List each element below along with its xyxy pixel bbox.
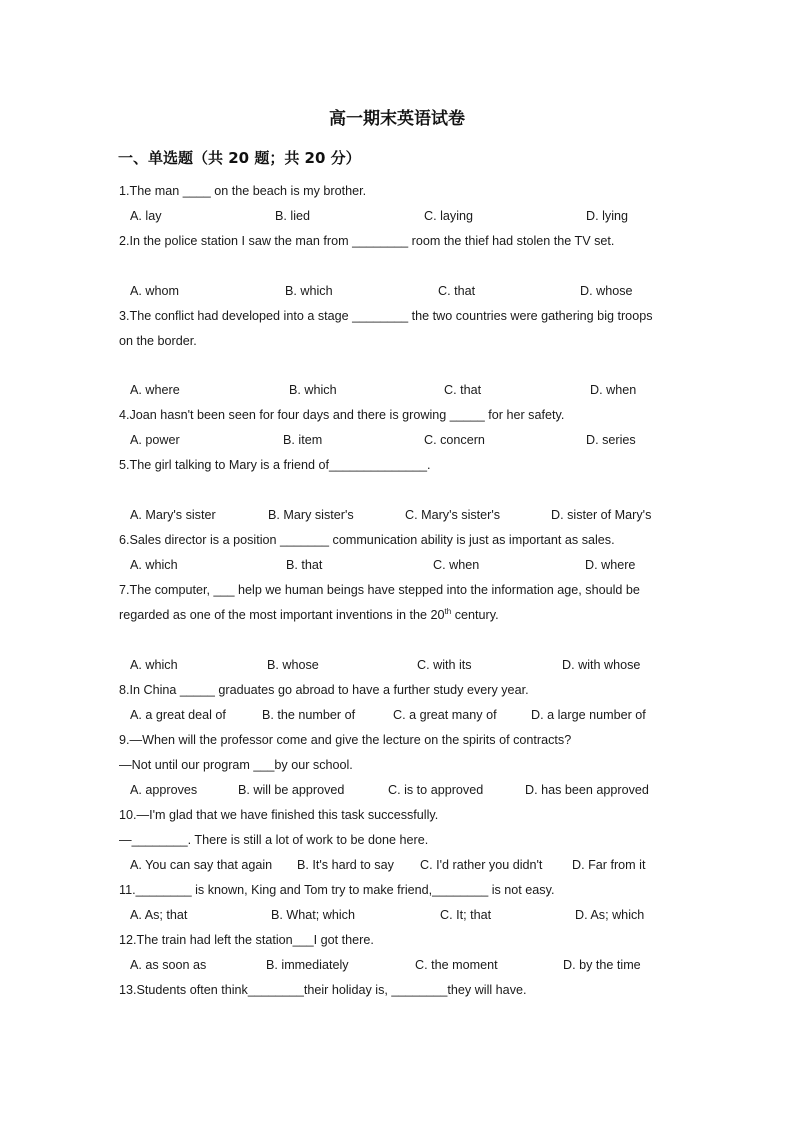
q10-option-b: B. It's hard to say [297, 858, 394, 872]
q4-option-d: D. series [586, 433, 636, 447]
q7-cont-tail: century. [451, 608, 499, 622]
q11-option-d: D. As; which [575, 908, 645, 922]
q8-option-b: B. the number of [262, 708, 356, 722]
question-9-stem: 9.—When will the professor come and give the lecture on the spirits of contracts? [119, 733, 572, 747]
q7-superscript: th [444, 606, 452, 616]
q3-option-b: B. which [289, 383, 337, 397]
q12-option-b: B. immediately [266, 958, 349, 972]
q6-option-a: A. which [130, 558, 178, 572]
q2-option-a: A. whom [130, 284, 179, 298]
question-6-stem: 6.Sales director is a position _______ communication ability is just as important as sales. [119, 533, 615, 547]
q7-cont-text: regarded as one of the most important inventions in the 20 [119, 608, 445, 622]
q1-option-c: C. laying [424, 209, 473, 223]
q6-option-d: D. where [585, 558, 636, 572]
q4-option-b: B. item [283, 433, 323, 447]
q3-option-d: D. when [590, 383, 637, 397]
question-9-stem-cont: —Not until our program ___by our school. [119, 758, 353, 772]
q5-option-b: B. Mary sister's [268, 508, 354, 522]
q1-option-a: A. lay [130, 209, 162, 223]
question-13-stem: 13.Students often think________their holiday is, ________they will have. [119, 983, 527, 997]
question-1-stem: 1.The man ____ on the beach is my brother. [119, 184, 367, 198]
q11-option-c: C. It; that [440, 908, 492, 922]
q5-option-a: A. Mary's sister [130, 508, 216, 522]
q11-option-a: A. As; that [130, 908, 188, 922]
q12-option-c: C. the moment [415, 958, 498, 972]
q2-option-b: B. which [285, 284, 333, 298]
q9-option-d: D. has been approved [525, 783, 649, 797]
q8-option-d: D. a large number of [531, 708, 646, 722]
q7-option-a: A. which [130, 658, 178, 672]
question-3-stem-cont: on the border. [119, 334, 197, 348]
q12-option-a: A. as soon as [130, 958, 207, 972]
q12-option-d: D. by the time [563, 958, 641, 972]
q9-option-a: A. approves [130, 783, 198, 797]
q5-option-c: C. Mary's sister's [405, 508, 501, 522]
q10-option-d: D. Far from it [572, 858, 646, 872]
page-title: 高一期末英语试卷 [329, 109, 465, 129]
question-3-stem: 3.The conflict had developed into a stage ________ the two countries were gathering big troops [119, 309, 653, 323]
q2-option-c: C. that [438, 284, 476, 298]
q8-option-a: A. a great deal of [130, 708, 226, 722]
q7-option-c: C. with its [417, 658, 472, 672]
q11-option-b: B. What; which [271, 908, 355, 922]
q3-option-a: A. where [130, 383, 180, 397]
question-7-stem: 7.The computer, ___ help we human beings have stepped into the information age, should be [119, 583, 640, 597]
q7-option-b: B. whose [267, 658, 319, 672]
question-2-stem: 2.In the police station I saw the man from ________ room the thief had stolen the TV set. [119, 234, 615, 248]
q9-option-b: B. will be approved [238, 783, 345, 797]
q8-option-c: C. a great many of [393, 708, 497, 722]
q10-option-a: A. You can say that again [130, 858, 273, 872]
q10-option-c: C. I'd rather you didn't [420, 858, 543, 872]
q2-option-d: D. whose [580, 284, 633, 298]
question-7-stem-cont [119, 606, 499, 624]
q1-option-d: D. lying [586, 209, 628, 223]
question-4-stem: 4.Joan hasn't been seen for four days and there is growing _____ for her safety. [119, 408, 565, 422]
question-10-stem-cont: —________. There is still a lot of work to be done here. [119, 833, 429, 847]
q7-option-d: D. with whose [562, 658, 641, 672]
q6-option-c: C. when [433, 558, 480, 572]
question-12-stem: 12.The train had left the station___I got there. [119, 933, 374, 947]
section-heading: 一、单选题（共 20 题；共 20 分） [118, 149, 361, 167]
q9-option-c: C. is to approved [388, 783, 484, 797]
q1-option-b: B. lied [275, 209, 311, 223]
question-11-stem: 11.________ is known, King and Tom try to make friend,________ is not easy. [119, 883, 555, 897]
question-10-stem: 10.—I'm glad that we have finished this task successfully. [119, 808, 439, 822]
question-8-stem: 8.In China _____ graduates go abroad to have a further study every year. [119, 683, 529, 697]
q4-option-c: C. concern [424, 433, 485, 447]
q5-option-d: D. sister of Mary's [551, 508, 652, 522]
q6-option-b: B. that [286, 558, 323, 572]
q4-option-a: A. power [130, 433, 180, 447]
question-5-stem: 5.The girl talking to Mary is a friend of______________. [119, 458, 431, 472]
q3-option-c: C. that [444, 383, 482, 397]
